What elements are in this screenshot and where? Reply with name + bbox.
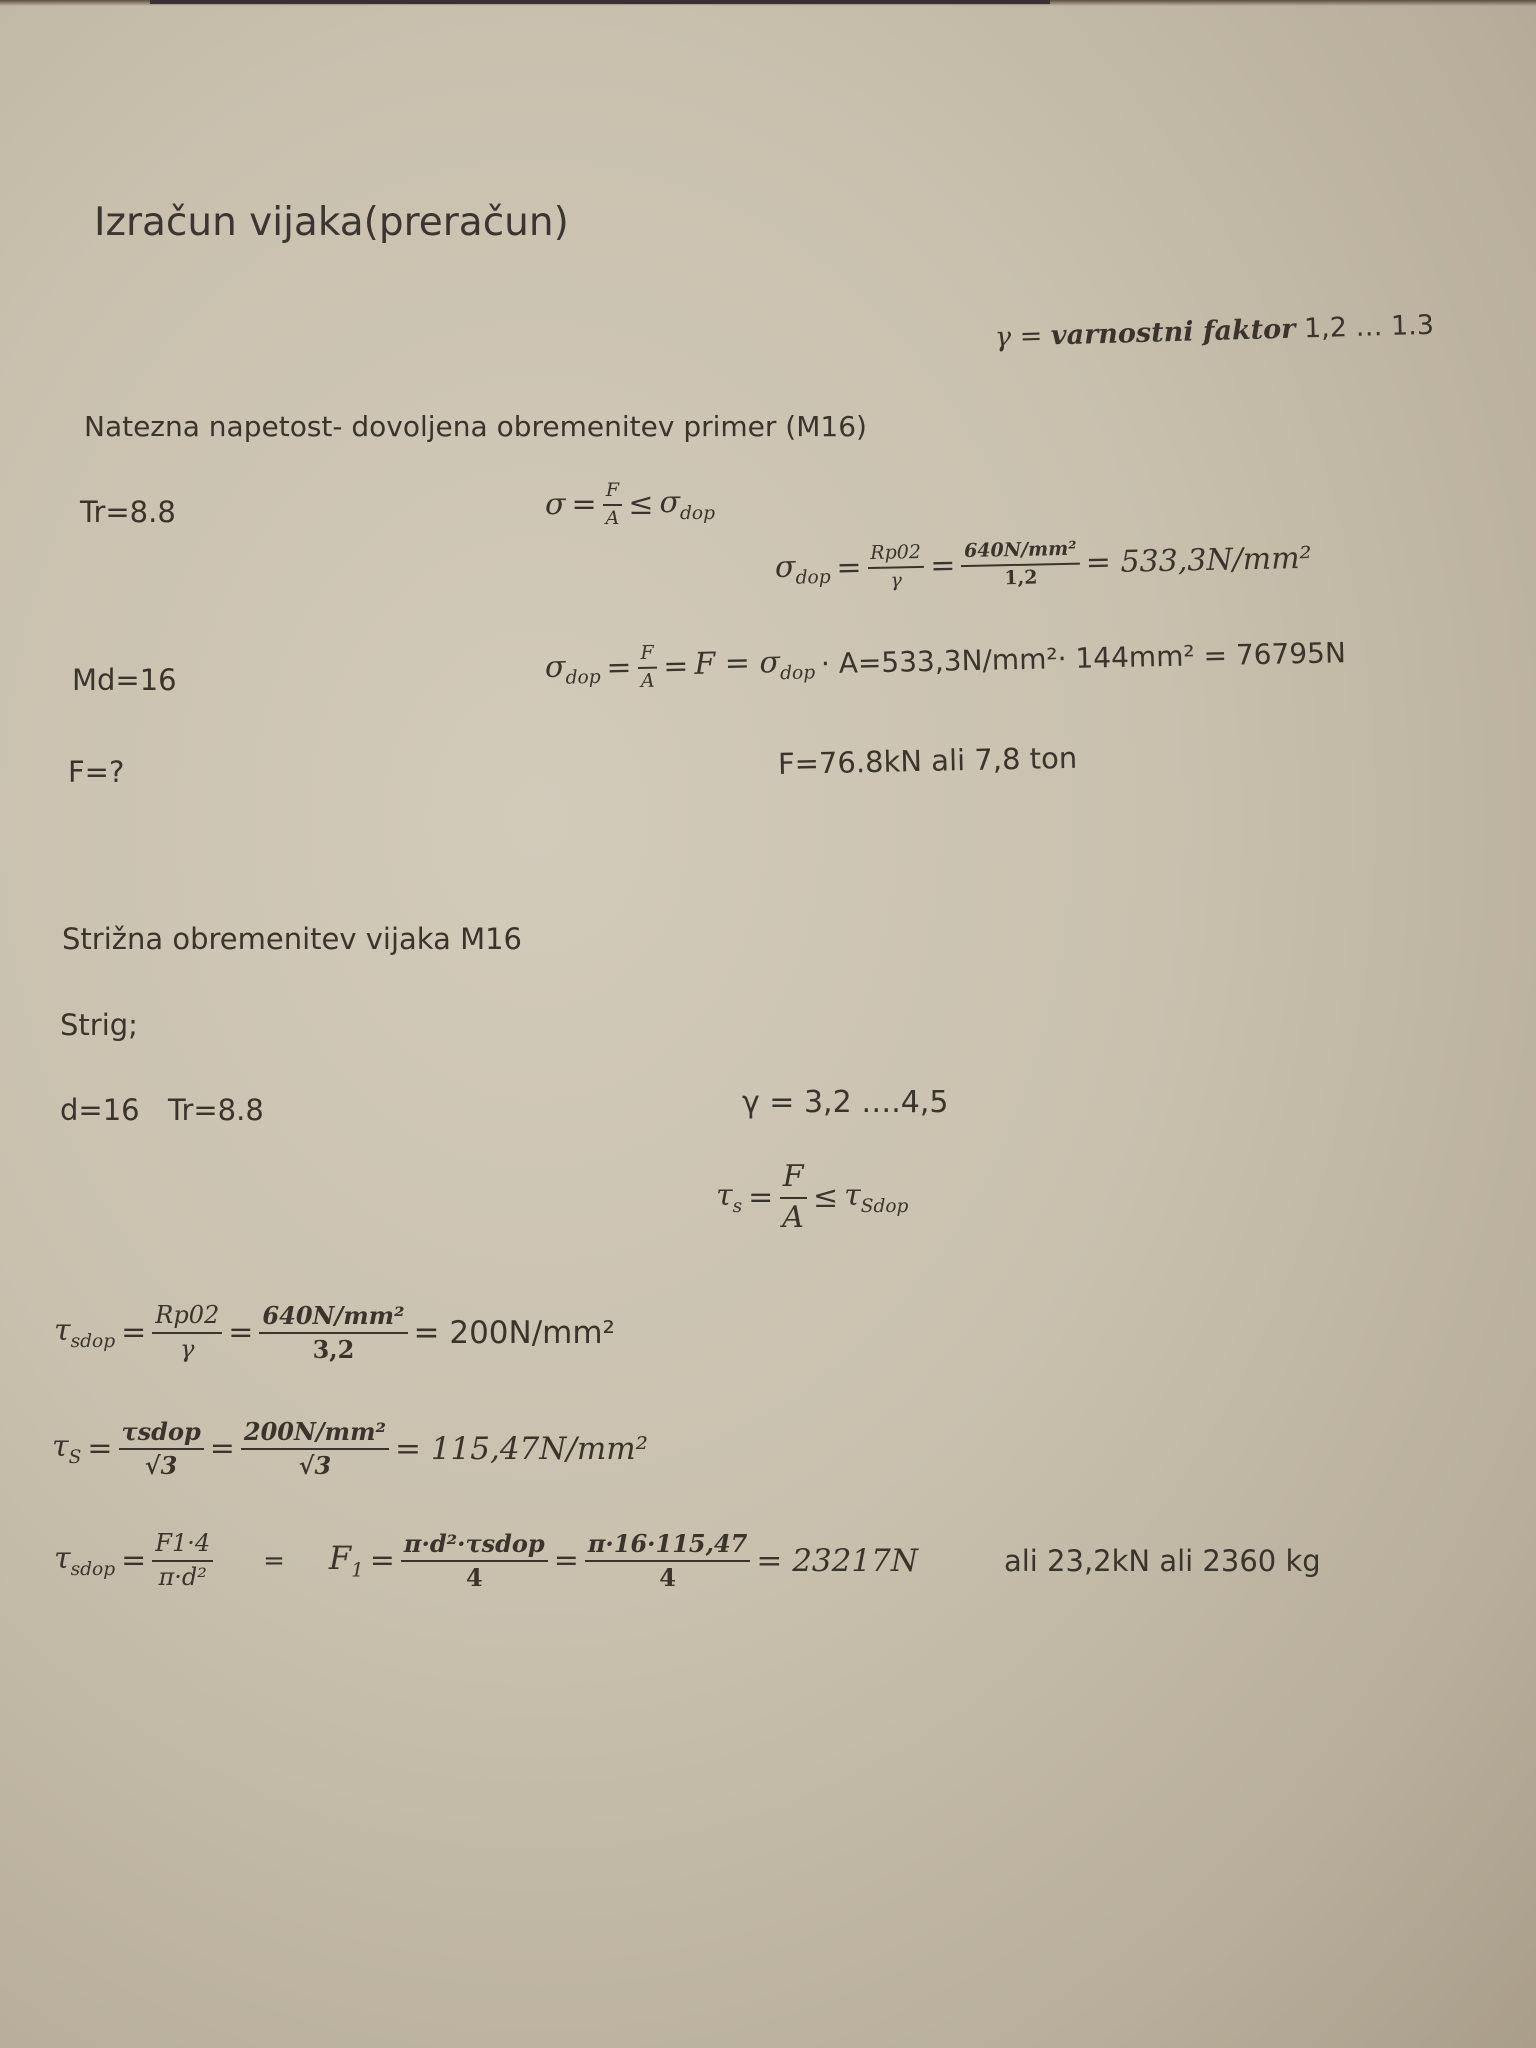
s-subscript: S (68, 1447, 82, 1469)
one-subscript: 1 (351, 1558, 364, 1582)
result-value: = 533,3N/mm² (1085, 541, 1313, 581)
sigma-dop (660, 485, 715, 524)
fraction-numerator: 640N/mm² (961, 539, 1080, 567)
sigma-dop (775, 549, 831, 589)
section2-heading: Strižna obremenitev vijaka M16 (62, 922, 522, 956)
tr2-value: Tr=8.8 (168, 1093, 264, 1127)
eq-sign: = (748, 1180, 774, 1215)
gamma-text: varnostni faktor (1050, 313, 1296, 352)
eq-sign: = (87, 1431, 113, 1467)
eq-sign: = (121, 1315, 147, 1351)
result-value: = 115,47N/mm² (394, 1430, 649, 1467)
eq-sign: = (929, 548, 956, 585)
fraction-denominator: γ (890, 569, 903, 592)
fraction-640-over-32 (259, 1302, 407, 1363)
fraction-numerator: Rp02 (867, 542, 924, 569)
force-calculation: · A=533,3N/mm²· 144mm² = 76795N (820, 636, 1347, 681)
tau-symbol: τ (52, 1429, 69, 1465)
s-subscript: s (732, 1196, 743, 1217)
sdop-subscript: sdop (70, 1559, 116, 1581)
sigma-symbol: σ (774, 549, 796, 586)
fraction-denominator: 1,2 (1004, 566, 1038, 590)
fraction-denominator: γ (180, 1334, 195, 1363)
fraction-f14-over-pid2 (152, 1530, 213, 1591)
equation-sigma-dop (774, 534, 1318, 595)
eq-sign: = (369, 1543, 395, 1579)
tau-s (52, 1429, 81, 1468)
sigma-symbol: σ (659, 485, 680, 521)
fraction-denominator: 4 (659, 1562, 676, 1592)
sigma-symbol: σ (545, 487, 566, 523)
gamma-range: 1,2 … 1.3 (1303, 309, 1435, 345)
sigma-dop (545, 649, 601, 689)
eq-sign: = (228, 1315, 254, 1351)
tau-symbol: τ (844, 1178, 861, 1213)
result-note: ali 23,2kN ali 2360 kg (1003, 1543, 1321, 1578)
sdop-subscript: Sdop (860, 1196, 909, 1217)
strig-label: Strig; (60, 1008, 138, 1042)
md-value: Md=16 (72, 663, 177, 697)
eq-sign: = (836, 550, 862, 587)
fraction-numerator: F (780, 1160, 807, 1199)
fraction-numerator: F (603, 480, 622, 506)
fraction-f-over-a (779, 1160, 807, 1235)
fraction-denominator: π·d² (158, 1562, 207, 1591)
tau-symbol: τ (54, 1541, 71, 1577)
d-value: d=16 (60, 1093, 140, 1127)
tau-symbol: τ (54, 1313, 71, 1349)
fraction-numerator: F1·4 (152, 1530, 213, 1562)
fraction-numerator: π·16·115,47 (585, 1530, 751, 1562)
equation-shear-force (54, 1530, 1327, 1591)
result-value: = 200N/mm² (413, 1314, 615, 1351)
dop-subscript: dop (679, 503, 715, 525)
tr-value: Tr=8.8 (80, 495, 176, 529)
tau-s (716, 1178, 742, 1217)
fraction-denominator: √3 (298, 1450, 332, 1480)
gamma-eq: = (1019, 320, 1043, 353)
fraction-numerator: π·d²·τsdop (401, 1530, 548, 1562)
tau-sdop (844, 1178, 908, 1217)
fraction-f-over-a (637, 643, 658, 693)
dop-subscript: dop (565, 667, 601, 689)
force-result: F=76.8kN ali 7,8 ton (777, 740, 1078, 781)
equation-tau-s-result (52, 1418, 654, 1479)
fraction-numerator: Rp02 (152, 1302, 222, 1334)
f1-symbol (329, 1539, 364, 1581)
f-unknown: F=? (68, 755, 125, 789)
fraction-denominator: A (605, 506, 620, 529)
fraction-rp02-over-gamma (867, 542, 925, 593)
eq-sign: = (209, 1431, 235, 1467)
gamma-note (995, 310, 1435, 353)
sigma-symbol: σ (544, 649, 566, 686)
fraction-numerator: τsdop (119, 1418, 204, 1450)
fraction-denominator: A (782, 1199, 804, 1235)
sdop-subscript: sdop (70, 1331, 116, 1353)
eq-sign: = (606, 650, 632, 687)
dop-subscript: dop (779, 662, 816, 685)
tau-symbol: τ (716, 1178, 733, 1213)
eq-sign: = (263, 1545, 285, 1576)
force-label: F = σ (694, 645, 781, 683)
fraction-pid2tau-over-4 (401, 1530, 548, 1591)
equation-sigma (545, 480, 721, 530)
leq-sign: ≤ (812, 1180, 839, 1215)
leq-sign: ≤ (628, 487, 654, 523)
eq-sign: = (553, 1543, 579, 1579)
fraction-denominator: 4 (465, 1562, 483, 1592)
eq-sign: = (662, 649, 689, 685)
document-title: Izračun vijaka(preračun) (94, 200, 569, 245)
section1-heading: Natezna napetost- dovoljena obremenitev primer (M16) (84, 410, 867, 443)
gamma-range-shear: γ = 3,2 ….4,5 (742, 1085, 949, 1120)
equation-tau-sdop (54, 1302, 621, 1363)
fraction-denominator: 3,2 (312, 1334, 355, 1364)
equation-force (544, 628, 1352, 695)
gamma-symbol: γ (994, 321, 1012, 353)
eq-sign: = (121, 1543, 147, 1579)
fraction-numerator: 200N/mm² (241, 1418, 389, 1450)
fraction-f-over-a (603, 480, 623, 530)
fraction-rp02-over-gamma (152, 1302, 222, 1363)
eq-sign: = (571, 487, 597, 523)
fraction-640-over-12 (961, 539, 1081, 591)
dop-subscript: dop (795, 567, 831, 589)
result-value: = 23217N (756, 1542, 918, 1579)
fraction-numerator: 640N/mm² (259, 1302, 407, 1334)
fraction-numerator: F (637, 643, 657, 669)
fraction-denominator: A (640, 669, 655, 692)
page-top-strip (150, 0, 1050, 4)
fraction-pi16-over-4 (585, 1530, 751, 1591)
fraction-200-over-sqrt3 (241, 1418, 389, 1479)
force-expression (694, 645, 815, 687)
tau-sdop (54, 1313, 115, 1352)
fraction-tau-over-sqrt3 (119, 1418, 204, 1479)
tau-sdop (54, 1541, 115, 1580)
equation-tau (716, 1160, 914, 1235)
f-letter: F (328, 1539, 352, 1578)
fraction-denominator: √3 (144, 1450, 178, 1480)
